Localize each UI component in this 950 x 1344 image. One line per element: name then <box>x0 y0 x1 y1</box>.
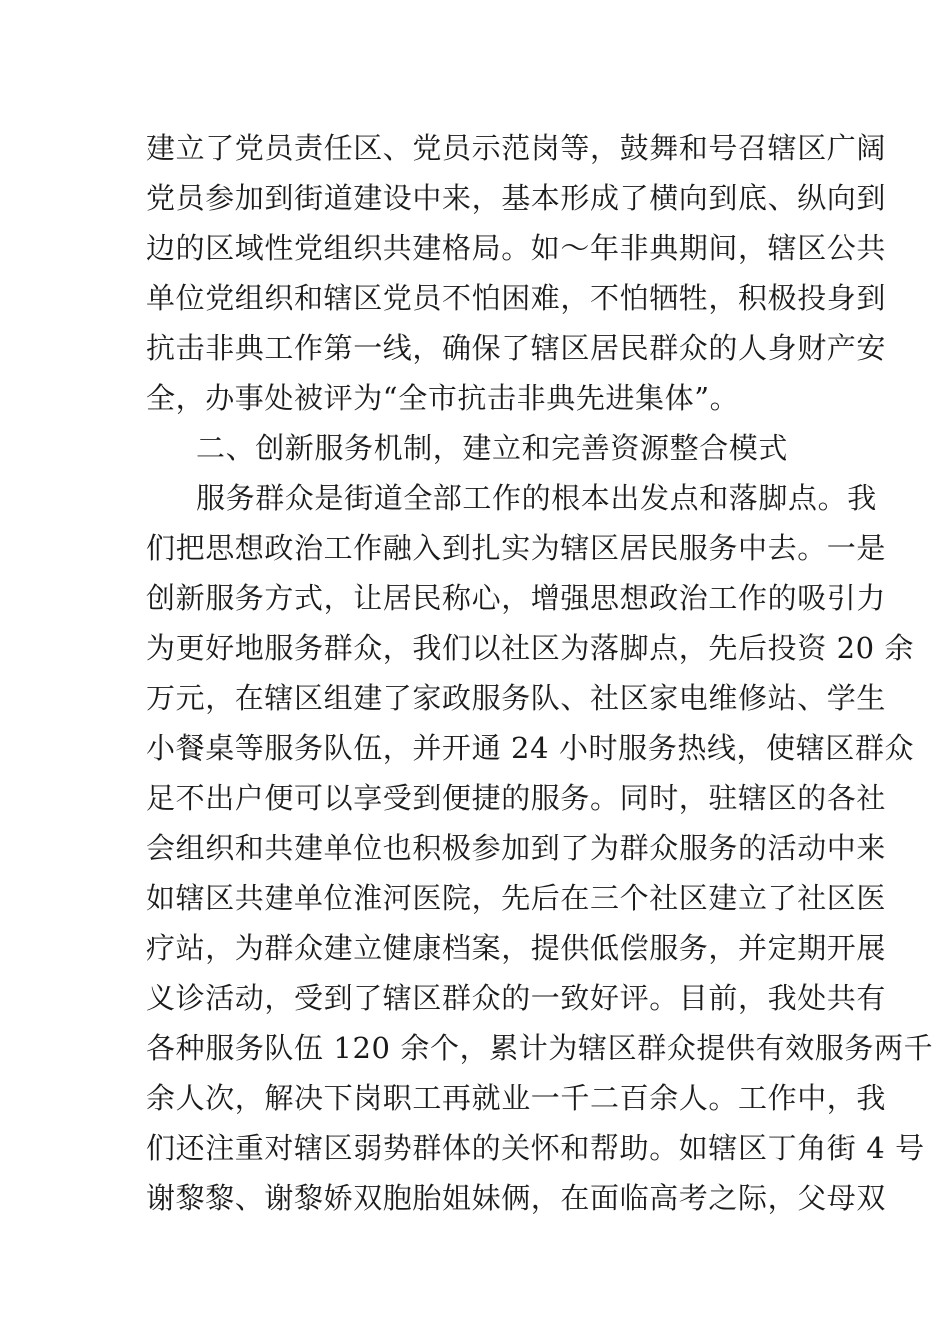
text-line: 们把思想政治工作融入到扎实为辖区居民服务中去。一是 <box>146 531 887 565</box>
text-line: 万元，在辖区组建了家政服务队、社区家电维修站、学生 <box>146 681 887 715</box>
text-line: 党员参加到街道建设中来，基本形成了横向到底、纵向到 <box>146 181 887 215</box>
text-line: 为更好地服务群众，我们以社区为落脚点，先后投资 20 余 <box>146 631 915 665</box>
text-line: 创新服务方式，让居民称心，增强思想政治工作的吸引力 <box>146 581 887 615</box>
text-line: 疗站，为群众建立健康档案，提供低偿服务，并定期开展 <box>146 931 887 965</box>
text-line: 余人次，解决下岗职工再就业一千二百余人。工作中，我 <box>146 1081 887 1115</box>
text-line: 全，办事处被评为“全市抗击非典先进集体”。 <box>146 381 740 415</box>
text-line: 抗击非典工作第一线，确保了辖区居民群众的人身财产安 <box>146 331 887 365</box>
text-line: 足不出户便可以享受到便捷的服务。同时，驻辖区的各社 <box>146 781 887 815</box>
text-line: 服务群众是街道全部工作的根本出发点和落脚点。我 <box>196 481 877 515</box>
text-line: 义诊活动，受到了辖区群众的一致好评。目前，我处共有 <box>146 981 887 1015</box>
section-heading: 二、创新服务机制，建立和完善资源整合模式 <box>196 431 789 465</box>
text-line: 如辖区共建单位淮河医院，先后在三个社区建立了社区医 <box>146 881 887 915</box>
text-line: 们还注重对辖区弱势群体的关怀和帮助。如辖区丁角街 4 号 <box>146 1131 925 1165</box>
text-line: 建立了党员责任区、党员示范岗等，鼓舞和号召辖区广阔 <box>146 131 887 165</box>
text-line: 谢黎黎、谢黎娇双胞胎姐妹俩，在面临高考之际，父母双 <box>146 1181 887 1215</box>
text-line: 单位党组织和辖区党员不怕困难，不怕牺牲，积极投身到 <box>146 281 887 315</box>
text-line: 各种服务队伍 120 余个，累计为辖区群众提供有效服务两千 <box>146 1031 934 1065</box>
text-line: 会组织和共建单位也积极参加到了为群众服务的活动中来 <box>146 831 887 865</box>
text-line: 小餐桌等服务队伍，并开通 24 小时服务热线，使辖区群众 <box>146 731 915 765</box>
text-line: 边的区域性党组织共建格局。如～年非典期间，辖区公共 <box>146 231 887 265</box>
